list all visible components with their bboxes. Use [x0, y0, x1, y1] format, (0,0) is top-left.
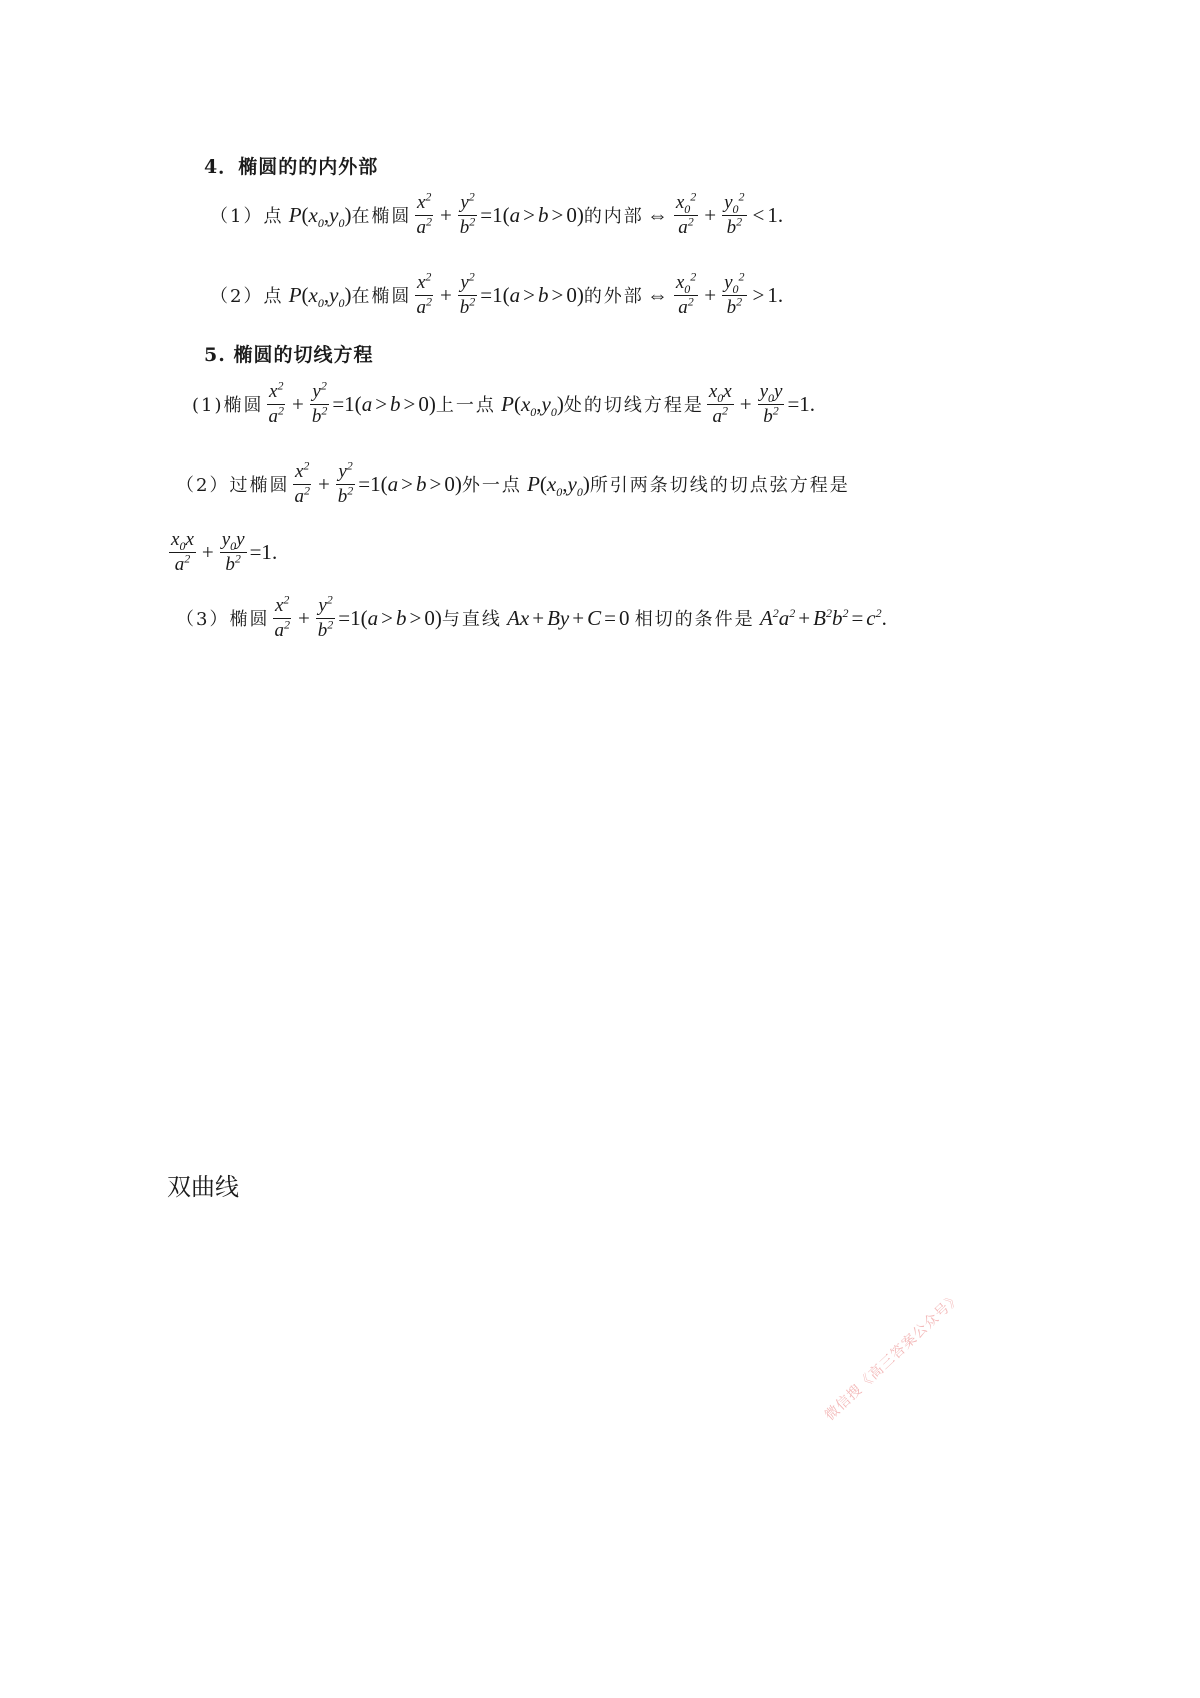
- point-p: $P(x_0,y_0)$: [521, 471, 590, 500]
- fraction-y2-b2: $\frac{y^2}{b^2}$: [459, 189, 476, 238]
- fraction-x2-a2: $\frac{x^2}{a^2}$: [416, 269, 432, 318]
- heading-ellipse-interior-exterior: 4．椭圆的的内外部: [204, 156, 379, 178]
- watermark: 微信搜《高三答案公众号》: [822, 1289, 965, 1424]
- item-5-3: （3）椭圆 $\frac{x^2}{a^2}$ + $\frac{y^2}{b^2}$ =1( a > b > 0) 与直线 Ax + By + C = 0 相切的条件是 $A^2a^2 + B^2b^2 = c^2$ .: [176, 592, 887, 641]
- fraction-y2-b2: $\frac{y^2}{b^2}$: [337, 458, 354, 507]
- item-5-1: (1)椭圆 $\frac{x^2}{a^2}$ + $\frac{y^2}{b^2}$ =1( a > b > 0) 上一点 $P(x_0,y_0)$ 处的切线方程是 $\frac{x_0x}{a^2}$ + $\frac{y_0y}{b^2}$ =1 .: [192, 378, 816, 427]
- iff-symbol: ⇔: [646, 202, 668, 227]
- item-5-2: （2）过椭圆 $\frac{x^2}{a^2}$ + $\frac{y^2}{b^2}$ =1( a > b > 0) 外一点 $P(x_0,y_0)$ 所引两条切线的切点弦方程是: [176, 458, 850, 507]
- point-p: $P(x_0,y_0)$: [283, 202, 352, 231]
- fraction-y0y-b2: $\frac{y_0y}{b^2}$: [221, 529, 245, 575]
- item-5-2-continued: $\frac{x_0x}{a^2}$ + $\frac{y_0y}{b^2}$ =1 .: [171, 529, 278, 575]
- point-p: $P(x_0,y_0)$: [283, 282, 352, 311]
- fraction-y2-b2: $\frac{y^2}{b^2}$: [459, 269, 476, 318]
- item-number: (1)椭圆: [192, 395, 264, 417]
- item-4-2: （2） 点 $P(x_0,y_0)$ 在椭圆 $\frac{x^2}{a^2}$ + $\frac{y^2}{b^2}$ =1( a > b > 0) 的外部 ⇔ $\frac{x_0^2}{a^2}$ + $\frac{y_0^2}{b^2}$ > 1 .: [210, 269, 784, 318]
- point-p: $P(x_0,y_0)$: [495, 391, 564, 420]
- fraction-x0sq-a2: $\frac{x_0^2}{a^2}$: [675, 189, 697, 238]
- iff-symbol: ⇔: [646, 282, 668, 307]
- fraction-x2-a2: $\frac{x^2}{a^2}$: [294, 458, 310, 507]
- item-number: （3）椭圆: [176, 609, 270, 631]
- tangent-condition: $A^2a^2 + B^2b^2 = c^2$: [754, 605, 882, 630]
- line-equation: Ax + By + C = 0: [501, 605, 630, 630]
- fraction-x2-a2: $\frac{x^2}{a^2}$: [268, 378, 284, 427]
- fraction-y2-b2: $\frac{y^2}{b^2}$: [311, 378, 328, 427]
- fraction-x0sq-a2: $\frac{x_0^2}{a^2}$: [675, 269, 697, 318]
- fraction-x2-a2: $\frac{x^2}{a^2}$: [274, 592, 290, 641]
- fraction-y2-b2: $\frac{y^2}{b^2}$: [317, 592, 334, 641]
- fraction-x0x-a2: $\frac{x_0x}{a^2}$: [708, 381, 732, 427]
- item-number: （1）: [210, 206, 264, 228]
- fraction-y0sq-b2: $\frac{y_0^2}{b^2}$: [724, 189, 745, 238]
- heading-ellipse-tangent-equation: 5. 椭圆的切线方程: [204, 344, 374, 366]
- item-number: （2）: [210, 286, 264, 308]
- section-title-hyperbola: 双曲线: [167, 1173, 239, 1201]
- fraction-x2-a2: $\frac{x^2}{a^2}$: [416, 189, 432, 238]
- item-number: （2）过椭圆: [176, 475, 290, 497]
- fraction-y0y-b2: $\frac{y_0y}{b^2}$: [759, 381, 783, 427]
- item-4-1: （1） 点 $P(x_0,y_0)$ 在椭圆 $\frac{x^2}{a^2}$ + $\frac{y^2}{b^2}$ =1( a > b > 0) 的内部 ⇔ $\frac{x_0^2}{a^2}$ + $\frac{y_0^2}{b^2}$ < 1 .: [210, 189, 784, 238]
- fraction-x0x-a2: $\frac{x_0x}{a^2}$: [171, 529, 194, 575]
- fraction-y0sq-b2: $\frac{y_0^2}{b^2}$: [724, 269, 745, 318]
